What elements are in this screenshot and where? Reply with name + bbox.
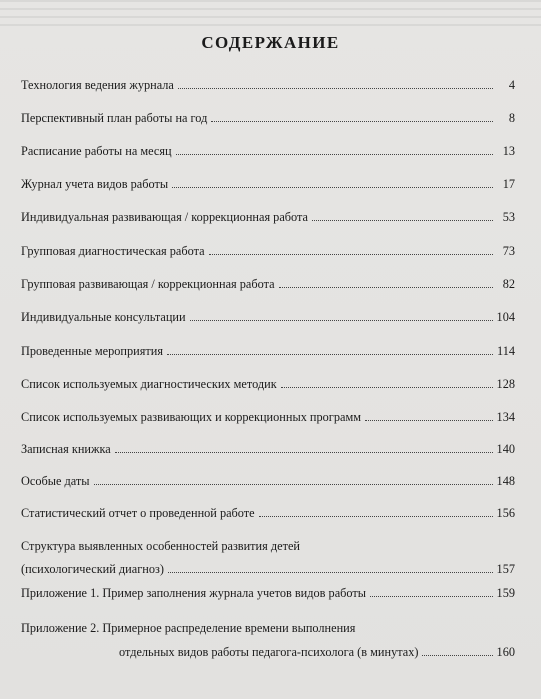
toc-entry (21, 273, 515, 295)
page-title: СОДЕРЖАНИЕ (201, 33, 340, 52)
toc-entry-label: Индивидуальные консультации (21, 310, 186, 324)
leader-dots (172, 173, 493, 188)
toc-entry (21, 373, 515, 395)
toc-entry-label: Записная книжка (21, 442, 111, 456)
toc-entry-label: Приложение 1. Пример заполнения журнала учетов видов работы (21, 586, 367, 600)
toc-entry (21, 470, 515, 492)
toc-entry (21, 306, 515, 328)
toc-entry-label: отдельных видов работы педагога-психолога (в минутах) (119, 645, 419, 659)
toc-entry (21, 140, 515, 162)
toc-entry (21, 535, 515, 557)
leader-dots (176, 140, 493, 155)
leader-dots (209, 240, 493, 255)
toc-entry-page: 159 (496, 586, 515, 600)
leader-dots (259, 502, 493, 517)
toc-entry-page: 104 (496, 310, 515, 324)
toc-entry-label: Приложение 2. Примерное распределение времени выполнения (21, 621, 356, 635)
toc-entry (21, 240, 515, 262)
leader-dots (178, 74, 493, 89)
toc-entry (21, 206, 515, 228)
toc-entry (21, 617, 515, 639)
toc-entry-page: 8 (508, 111, 515, 125)
toc-entry-page: 53 (502, 210, 515, 224)
toc-entry (21, 502, 515, 524)
leader-dots (190, 306, 493, 321)
toc-entry-page: 148 (496, 474, 515, 488)
toc-entry-page: 128 (496, 377, 515, 391)
leader-dots (281, 373, 493, 388)
toc-entry-page: 156 (496, 506, 515, 520)
toc-entry-label: Список используемых развивающих и коррекционных программ (21, 410, 362, 424)
toc-entry-label: Групповая диагностическая работа (21, 244, 205, 258)
leader-dots (370, 582, 493, 597)
toc-entry (21, 74, 515, 96)
toc-entry-page: 13 (502, 144, 515, 158)
toc-entry-label: Групповая развивающая / коррекционная работа (21, 277, 275, 291)
leader-dots (168, 558, 493, 573)
leader-dots (312, 206, 493, 221)
leader-dots (365, 406, 493, 421)
toc-entry-label: Технология ведения журнала (21, 78, 174, 92)
toc-entry-label: Журнал учета видов работы (21, 177, 169, 191)
toc-entry-page: 157 (496, 562, 515, 576)
leader-dots (422, 641, 492, 656)
toc-entry-label: Список используемых диагностических методик (21, 377, 277, 391)
toc-entry (21, 582, 515, 604)
toc-entry-label: Перспективный план работы на год (21, 111, 208, 125)
toc-entry-page: 140 (496, 442, 515, 456)
toc-entry-page: 134 (496, 410, 515, 424)
bleed-through-text (0, 0, 541, 30)
toc-entry (21, 173, 515, 195)
toc-entry-page: 4 (508, 78, 515, 92)
toc-entry (21, 438, 515, 460)
toc-entry-page: 17 (502, 177, 515, 191)
toc-entry-label: Структура выявленных особенностей развития детей (21, 539, 300, 553)
toc-entry-page: 160 (496, 645, 515, 659)
leader-dots (279, 273, 493, 288)
leader-dots (211, 107, 493, 122)
toc-entry (21, 406, 515, 428)
toc-entry-page: 73 (502, 244, 515, 258)
toc-entry (21, 340, 515, 362)
toc-entry-label: (психологический диагноз) (21, 562, 164, 576)
toc-entry (21, 641, 515, 663)
toc-entry-label: Расписание работы на месяц (21, 144, 172, 158)
toc-entry-label: Индивидуальная развивающая / коррекционная работа (21, 210, 309, 224)
toc-entry-label: Особые даты (21, 474, 90, 488)
leader-dots (94, 470, 493, 485)
toc-entry-page: 114 (497, 344, 515, 358)
leader-dots (167, 340, 493, 355)
toc-entry-label: Проведенные мероприятия (21, 344, 163, 358)
toc-entry (21, 558, 515, 580)
toc-entry (21, 107, 515, 129)
leader-dots (115, 438, 493, 453)
toc-entry-label: Статистический отчет о проведенной работе (21, 506, 255, 520)
toc-entry-page: 82 (502, 277, 515, 291)
